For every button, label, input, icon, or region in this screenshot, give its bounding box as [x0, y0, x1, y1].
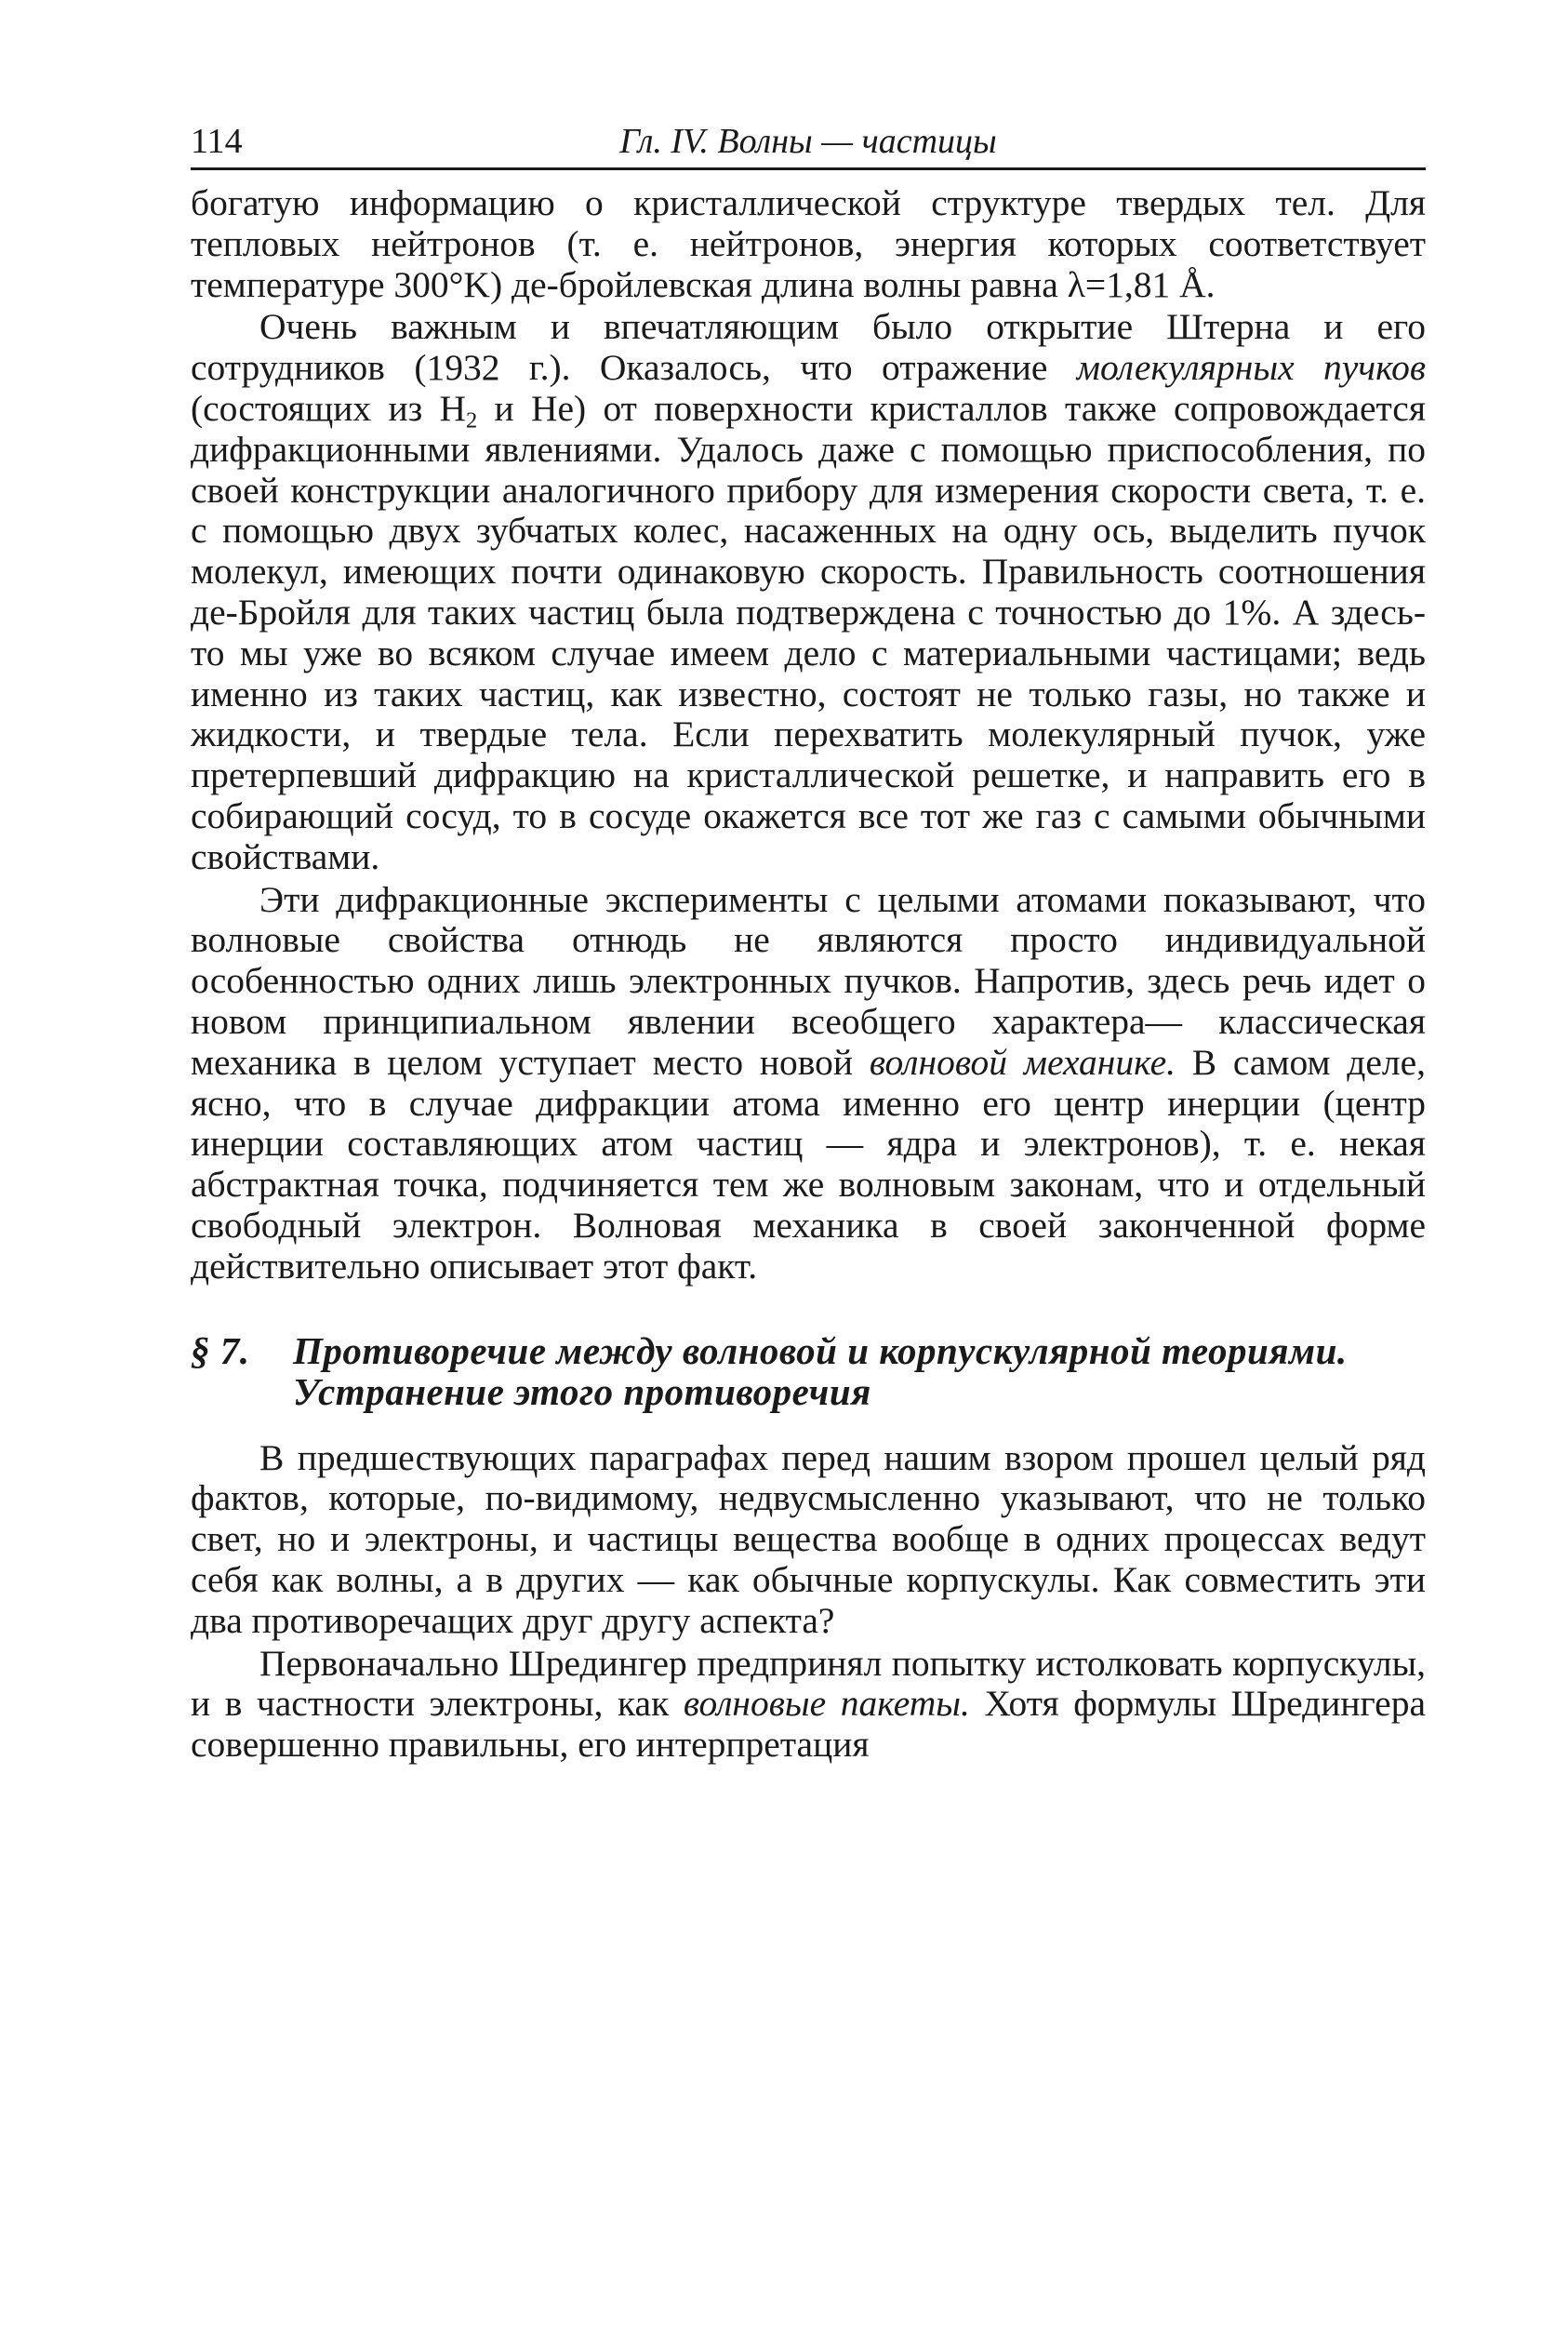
section-number: § 7.: [191, 1328, 250, 1372]
paragraph-3-text-c: В самом деле, ясно, что в случае дифракции атома именно его центр инерции (центр инерции составляющих атом частиц — ядра и электронов), т. е. некая абстрактная точка, подчиняется тем же волновым законам, что и отдельный свободный электрон. Волновая механика в своей законченной форме действительно описывает этот факт.: [191, 1041, 1426, 1287]
paragraph-2: [191, 307, 1426, 877]
paragraph-5: [191, 1644, 1426, 1766]
running-title: Гл. IV. Волны — частицы: [619, 122, 997, 161]
body-text: [191, 183, 1426, 1766]
paragraph-2-text-a: Очень важным и впечатляющим было открытие Штерна и его сотрудников (1932 г.). Оказалось, что отражение: [191, 306, 1426, 389]
book-page: [191, 119, 1426, 1766]
paragraph-3: [191, 880, 1426, 1287]
paragraph-4-text: В предшествующих параграфах перед нашим взором прошел целый ряд фактов, которые, по-видимому, недвусмысленно указывают, что не только свет, но и электроны, и частицы вещества вообще в одних процессах ведут себя как волны, а в других — как обычные корпускулы. Как совместить эти два противоречащих друг другу аспекта?: [191, 1436, 1426, 1641]
paragraph-2-text-e: и He) от поверхности кристаллов также сопровождается дифракционными явлениями. Удалось даже с помощью приспособления, по своей конструкции аналогичного прибору для измерения скорости света, т. е. с помощью двух зубчатых колес, насаженных на одну ось, выделить пучок молекул, имеющих почти одинаковую скорость. Правильность соотношения де-Бройля для таких частиц была подтверждена с точностью до 1%. А здесь-то мы уже во всяком случае имеем дело с материальными частицами; ведь именно из таких частиц, как известно, состоят не только газы, но также и жидкости, и твердые тела. Если перехватить молекулярный пучок, уже претерпевший дифракцию на кристаллической решетке, и направить его в собирающий сосуд, то в сосуде окажется все тот же газ с самыми обычными свойствами.: [191, 387, 1426, 877]
paragraph-2-emphasis: молекулярных пучков: [1076, 347, 1426, 389]
subscript-2: 2: [466, 407, 478, 433]
paragraph-5-emphasis: волновые пакеты.: [683, 1683, 970, 1725]
page-number: 114: [191, 122, 243, 161]
paragraph-5-text-a: Первоначально Шредингер предпринял попытку истолковать корпускулы, и в частности электроны, как: [191, 1642, 1426, 1725]
paragraph-1-text: богатую информацию о кристаллической структуре твердых тел. Для тепловых нейтронов (т. е. нейтронов, энергия которых соответствует температуре 300°K) де-бройлевская длина волны равна λ=1,81 Å.: [191, 182, 1426, 305]
paragraph-3-emphasis: волновой механике.: [869, 1041, 1176, 1083]
paragraph-1: [191, 183, 1426, 305]
paragraph-5-text-c: Хотя формулы Шредингера совершенно правильны, его интерпретация: [191, 1683, 1426, 1766]
running-head: [191, 119, 1426, 170]
paragraph-4: [191, 1438, 1426, 1642]
paragraph-2-text-c: (состоящих из H: [191, 387, 466, 429]
section-title: Противоречие между волновой и корпускулярной теориями. Устранение этого противоречия: [293, 1328, 1348, 1413]
paragraph-3-text-a: Эти дифракционные эксперименты с целыми атомами показывают, что волновые свойства отнюдь не являются просто индивидуальной особенностью одних лишь электронных пучков. Напротив, здесь речь идет о новом принципиальном явлении всеобщего характера— классическая механика в целом уступает место новой: [191, 878, 1426, 1083]
section-heading: [191, 1330, 1426, 1412]
